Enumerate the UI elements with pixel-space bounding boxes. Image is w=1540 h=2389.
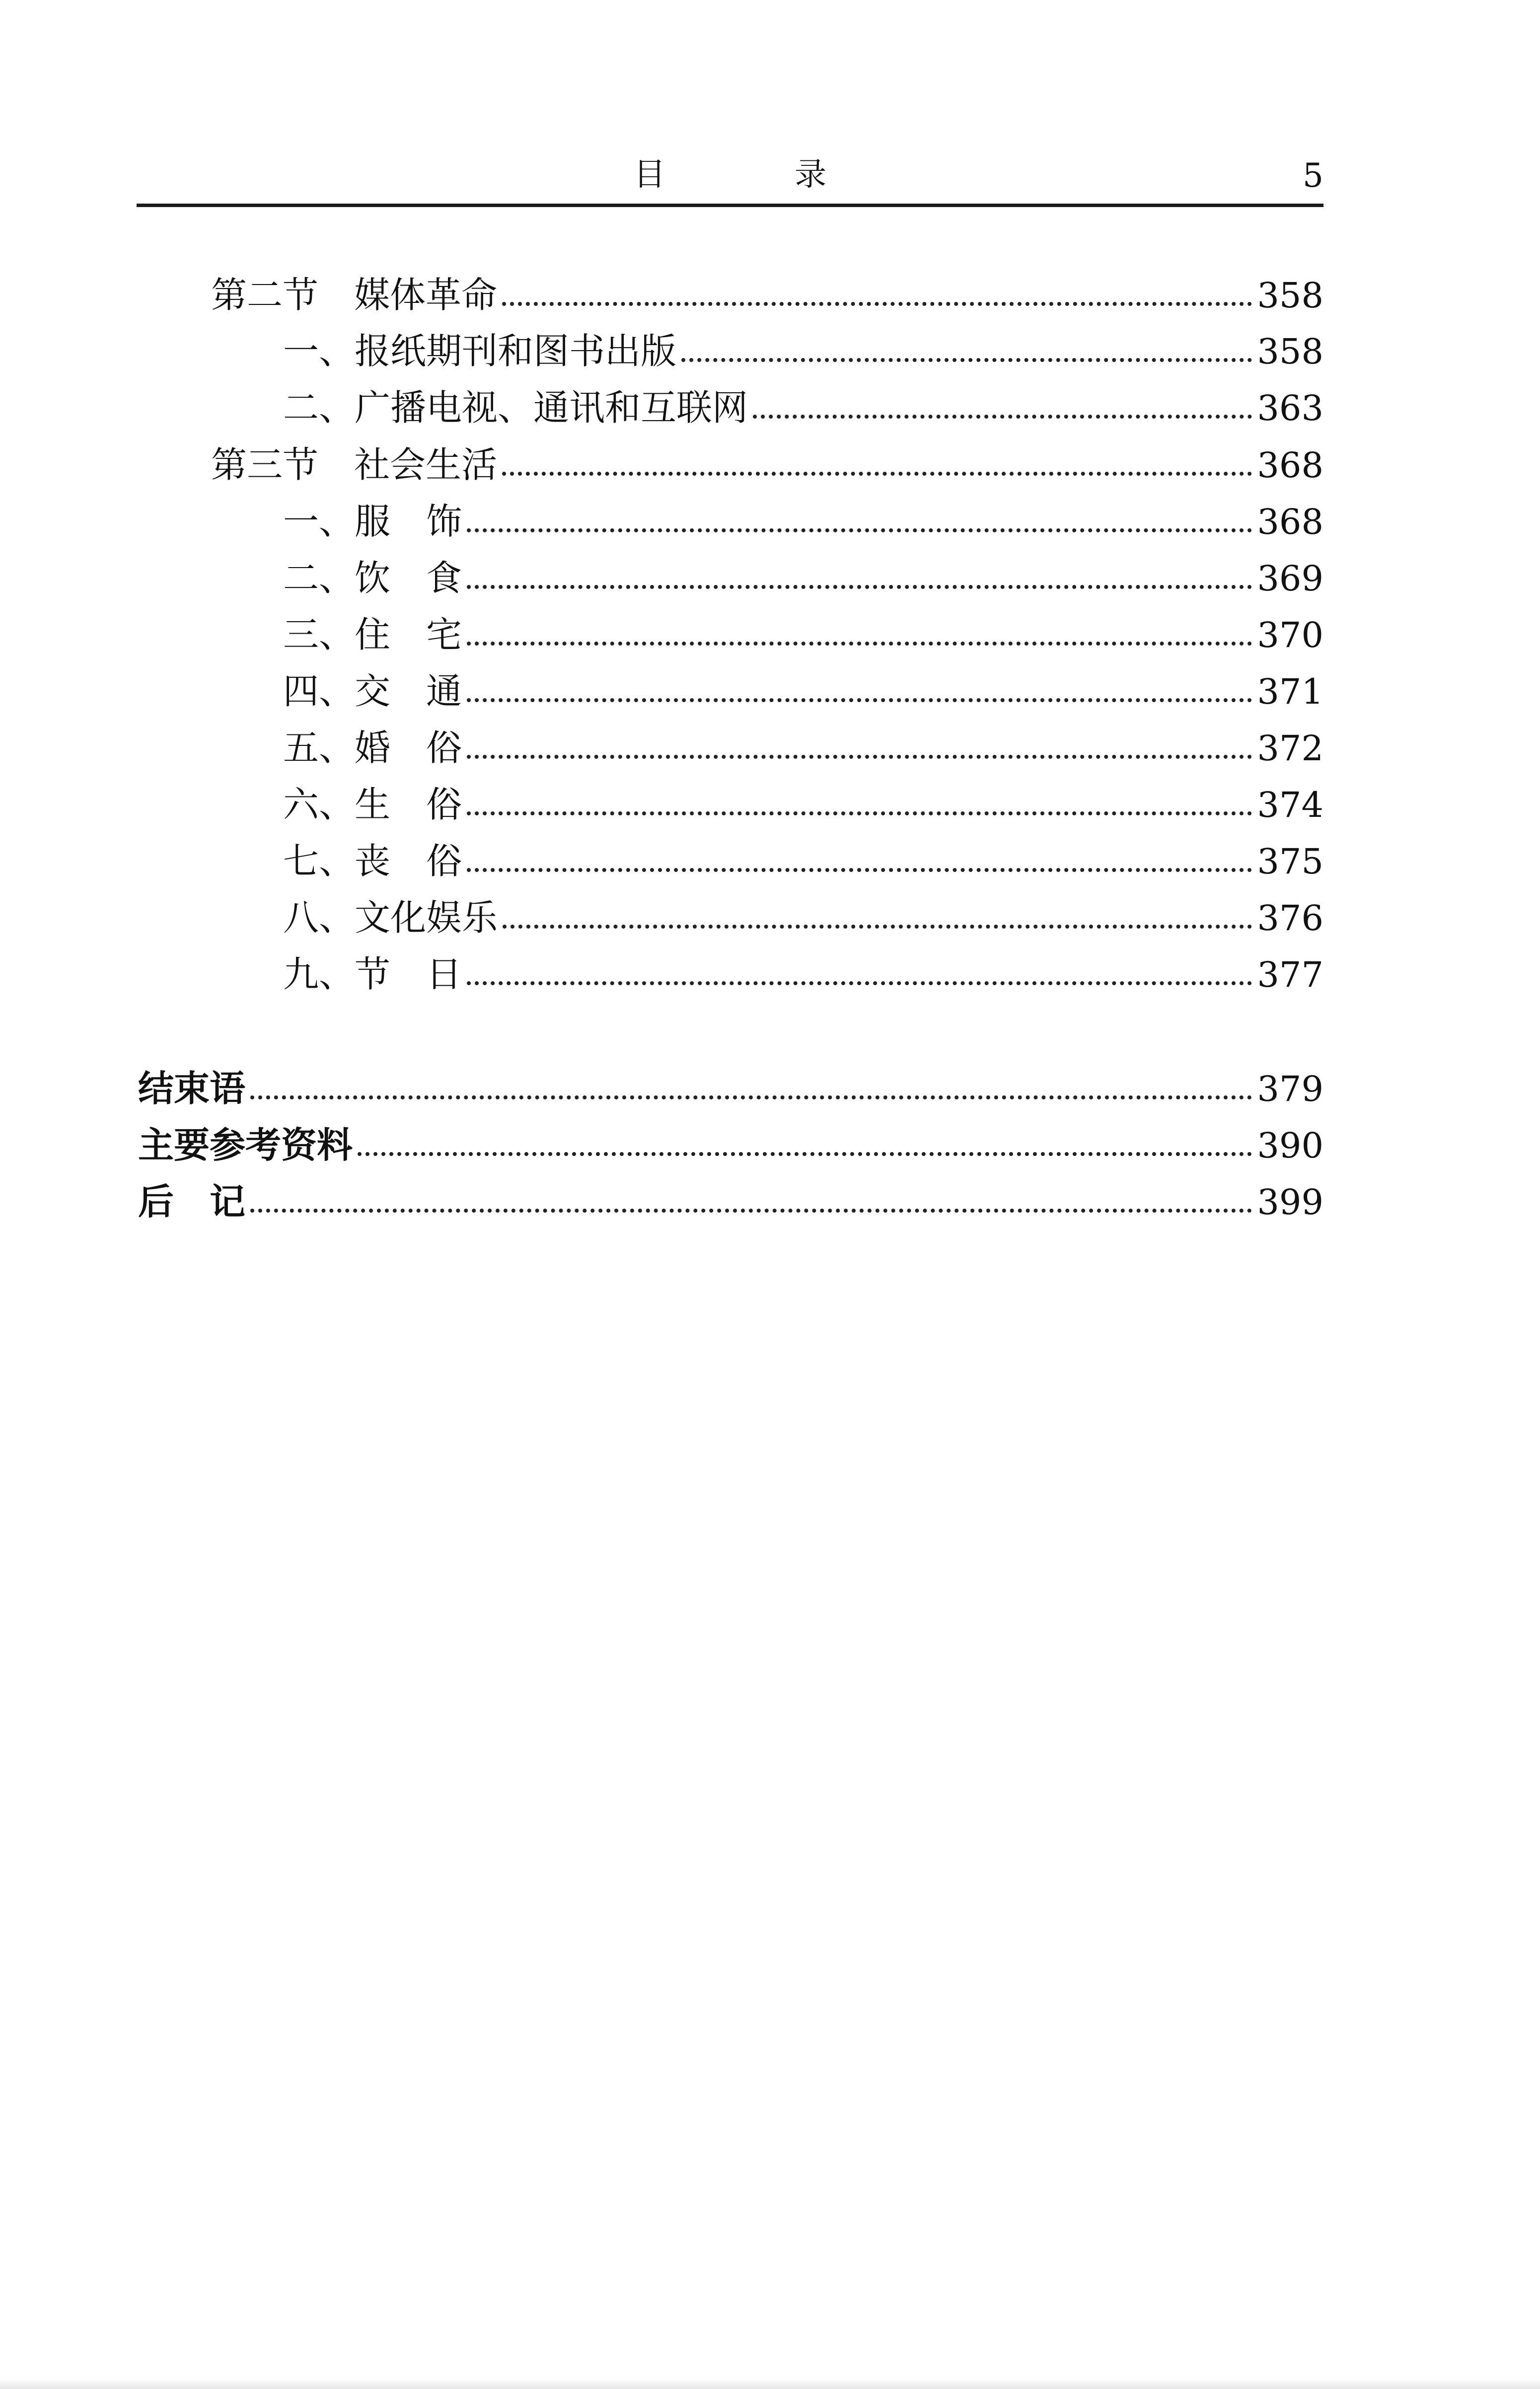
header-title: 目 录 <box>633 156 886 193</box>
toc-page: 376 <box>1257 898 1323 939</box>
toc-afterword[interactable] <box>138 1170 1323 1223</box>
dot-leader <box>502 302 1252 306</box>
scan-edge <box>0 2378 1540 2389</box>
toc-page: 363 <box>1257 388 1323 429</box>
toc-item-clothing[interactable] <box>283 490 1323 542</box>
toc-label: 二、饮 食 <box>283 557 462 599</box>
toc-section-social-life[interactable] <box>211 433 1323 486</box>
dot-leader <box>467 585 1252 589</box>
toc-item-funeral-customs[interactable] <box>283 829 1323 882</box>
dot-leader <box>467 642 1252 646</box>
toc-section-media-revolution[interactable] <box>211 263 1323 316</box>
dot-leader <box>503 925 1252 929</box>
toc-label: 结束语 <box>138 1068 246 1109</box>
toc-page: 390 <box>1257 1125 1323 1166</box>
page-number: 5 <box>1303 156 1323 195</box>
toc-label: 三、住 宅 <box>283 614 462 655</box>
toc-item-newspapers[interactable] <box>283 319 1323 372</box>
toc-item-transport[interactable] <box>283 659 1323 712</box>
dot-leader <box>753 415 1252 419</box>
toc-item-housing[interactable] <box>283 603 1323 655</box>
dot-leader <box>502 472 1252 476</box>
toc-page: 371 <box>1257 671 1323 712</box>
toc-conclusion[interactable] <box>138 1057 1323 1109</box>
toc-page: 377 <box>1257 954 1323 995</box>
toc-label: 五、婚 俗 <box>283 727 462 769</box>
toc-label: 八、文化娱乐 <box>283 897 498 939</box>
toc-item-festivals[interactable] <box>283 942 1323 995</box>
toc-item-entertainment[interactable] <box>283 886 1323 939</box>
toc-item-broadcast[interactable] <box>283 376 1323 429</box>
toc-label: 四、交 通 <box>283 670 462 712</box>
toc-item-birth-customs[interactable] <box>283 773 1323 825</box>
toc-page: 375 <box>1257 841 1323 882</box>
dot-leader <box>467 528 1252 532</box>
dot-leader <box>358 1152 1252 1156</box>
toc-label: 九、节 日 <box>283 953 462 995</box>
toc-label: 第三节 社会生活 <box>211 444 498 486</box>
toc-label: 第二节 媒体革命 <box>211 274 498 316</box>
page-header <box>137 149 1323 207</box>
toc-label: 一、服 饰 <box>283 501 462 542</box>
toc-label: 七、丧 俗 <box>283 840 462 882</box>
toc-page: 369 <box>1257 558 1323 599</box>
toc-label: 二、广播电视、通讯和互联网 <box>283 387 748 429</box>
toc-item-diet[interactable] <box>283 546 1323 599</box>
dot-leader <box>467 868 1252 872</box>
toc-label: 后 记 <box>138 1181 246 1223</box>
toc-label: 主要参考资料 <box>138 1124 353 1166</box>
dot-leader <box>467 755 1252 759</box>
toc-references[interactable] <box>138 1113 1323 1166</box>
toc-label: 六、生 俗 <box>283 784 462 825</box>
toc-page: 358 <box>1257 275 1323 316</box>
dot-leader <box>467 981 1252 985</box>
toc-page: 379 <box>1257 1069 1323 1109</box>
toc-page: 374 <box>1257 785 1323 825</box>
toc-page: 358 <box>1257 331 1323 372</box>
toc-label: 一、报纸期刊和图书出版 <box>283 330 677 372</box>
toc-page: 399 <box>1257 1182 1323 1223</box>
dot-leader <box>467 811 1252 815</box>
toc-page: 370 <box>1257 615 1323 655</box>
dot-leader <box>250 1209 1252 1213</box>
toc-page: 368 <box>1257 445 1323 486</box>
dot-leader <box>250 1095 1252 1099</box>
toc-page: 372 <box>1257 728 1323 769</box>
dot-leader <box>681 358 1252 362</box>
dot-leader <box>467 698 1252 702</box>
toc-page: 368 <box>1257 502 1323 542</box>
toc-item-wedding-customs[interactable] <box>283 716 1323 769</box>
